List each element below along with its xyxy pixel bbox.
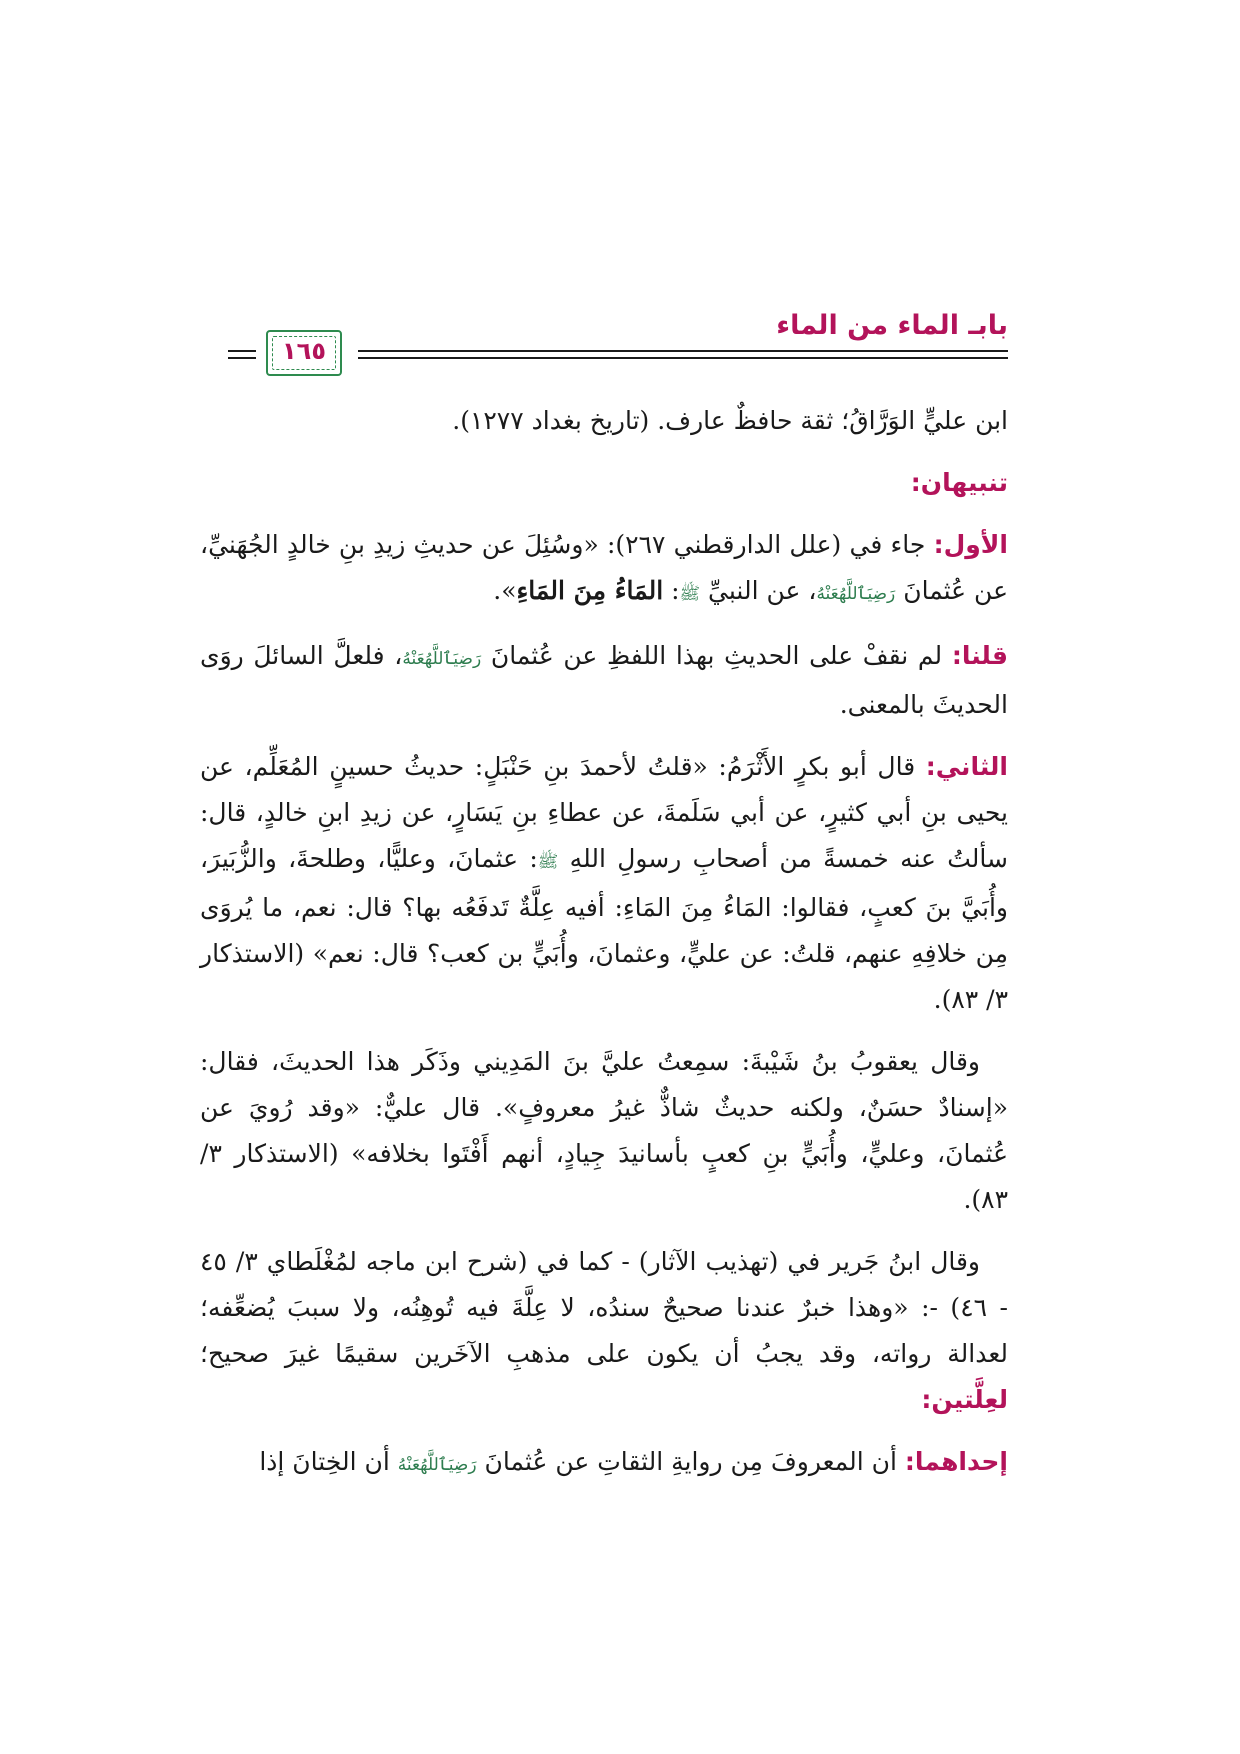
header-rule-bottom [358,357,1008,359]
paragraph-ibn-jarir: وقال ابنُ جَرير في (تهذيب الآثار) - كما في (شرح ابن ماجه لمُغْلَطاي ٣/ ٤٥ - ٤٦) -: «وهذا خبرٌ عندنا صحيحٌ سندُه، لا عِلَّةَ فيه تُوهِنُه، ولا سببَ يُضعِّفه؛ لعدالة رواته، وقد يجبُ أن يكون على مذهبِ الآخَرين سقيمًا غيرَ صحيح؛ لعِلَّتين: [200,1247,1008,1414]
running-title: بابـ الماء من الماء [776,310,1008,341]
body-text [200,398,1008,1504]
header-rule-top [358,350,1008,352]
paragraph-ihdahuma: إحداهما: أن المعروفَ مِن روايةِ الثقاتِ عن عُثمانَ رَضِيَٱللَّهُعَنْهُ أن الخِتانَ إذا [259,1447,1008,1476]
paragraph-second: الثاني: قال أبو بكرٍ الأَثْرَمُ: «قلتُ لأحمدَ بنِ حَنْبَلٍ: حديثُ حسينٍ المُعَلِّم، عن يحيى بنِ أبي كثيرٍ، عن أبي سَلَمةَ، عن عطاءِ بنِ يَسَارٍ، عن زيدِ ابنِ خالدٍ، قال: سألتُ عنه خمسةً من أصحابِ رسولِ اللهِ ﷺ: عثمانَ، وعليًّا، وطلحةَ، والزُّبَيرَ، وأُبَيَّ بنَ كعبٍ، فقالوا: المَاءُ مِنَ المَاءِ: أفيه عِلَّةٌ تَدفَعُه بها؟ قال: نعم، ما يُروَى مِن خلافِهِ عنهم، قلتُ: عن عليٍّ، وعثمانَ، وأُبَيٍّ بن كعب؟ قال: نعم» (الاستذكار ٣/ ٨٣). [200,752,1008,1014]
salla-honorific-icon: ﷺ [537,852,559,872]
page-number: ١٦٥ [282,337,326,365]
paragraph-lead: لعِلَّتين: [921,1385,1008,1414]
paragraph-0: ابن عليٍّ الوَرَّاقُ؛ ثقة حافظٌ عارف. (تاريخ بغداد ١٢٧٧). [452,406,1008,435]
paragraph-lead: قلنا: [951,641,1008,670]
section-heading: تنبيهان: [910,468,1008,497]
radiya-honorific-icon: رَضِيَٱللَّهُعَنْهُ [397,1455,477,1475]
header-rule-left-bottom [228,357,256,359]
salla-honorific-icon: ﷺ [679,584,701,604]
paragraph-lead: الثاني: [925,752,1008,781]
paragraph-yaqub: وقال يعقوبُ بنُ شَيْبةَ: سمِعتُ عليَّ بنَ المَدِيني وذَكَر هذا الحديثَ، فقال: «إسنادٌ حسَنٌ، ولكنه حديثٌ شاذٌّ غيرُ معروفٍ». قال عليٌّ: «وقد رُويَ عن عُثمانَ، وعليٍّ، وأُبَيٍّ بنِ كعبٍ بأسانيدَ جِيادٍ، أنهم أَفْتَوا بخلافه» (الاستذكار ٣/ ٨٣). [200,1047,1008,1214]
radiya-honorific-icon: رَضِيَٱللَّهُعَنْهُ [402,649,482,669]
page-header [228,300,1008,380]
paragraph-lead: الأول: [933,530,1008,559]
header-rule-left-top [228,350,256,352]
radiya-honorific-icon: رَضِيَٱللَّهُعَنْهُ [816,584,896,604]
page-number-frame [266,330,342,376]
paragraph-first: الأول: جاء في (علل الدارقطني ٢٦٧): «وسُئِلَ عن حديثِ زيدِ بنِ خالدٍ الجُهَنيِّ، عن عُثمانَ رَضِيَٱللَّهُعَنْهُ، عن النبيِّ ﷺ: المَاءُ مِنَ المَاءِ». [200,530,1008,605]
paragraph-qulna: قلنا: لم نقفْ على الحديثِ بهذا اللفظِ عن عُثمانَ رَضِيَٱللَّهُعَنْهُ، فلعلَّ السائلَ روَى الحديثَ بالمعنى. [200,641,1008,719]
paragraph-lead: إحداهما: [904,1447,1008,1476]
